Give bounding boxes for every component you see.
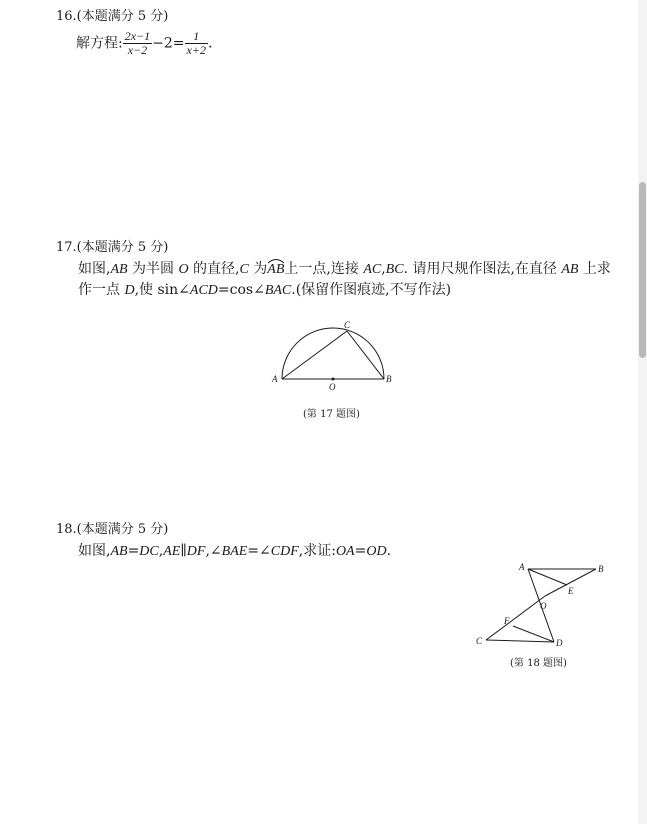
q17-figure (262, 318, 402, 394)
t: CDF (270, 544, 299, 559)
t: DF (186, 544, 206, 559)
arc-mark-icon (267, 258, 285, 264)
t: BAC (264, 283, 292, 298)
q16-frac1-denominator: x−2 (127, 43, 148, 57)
t: D (124, 283, 135, 298)
q16-equation (76, 30, 212, 57)
t: 上一点,连接 (284, 261, 364, 277)
t: OA (335, 544, 355, 559)
t: C (239, 262, 249, 277)
t: = (354, 543, 367, 559)
t: AB (561, 262, 579, 277)
q16-middle: −2= (152, 35, 185, 52)
t: AC (363, 262, 382, 277)
t: 如图, (78, 543, 111, 559)
center-dot (332, 378, 335, 381)
q17-header: 17.(本题满分 5 分) (56, 240, 169, 255)
segment-cd (486, 640, 554, 642)
t: AB (110, 262, 128, 277)
q18-header: 18.(本题满分 5 分) (56, 522, 169, 537)
scrollbar-thumb[interactable] (639, 182, 646, 358)
label-b: B (386, 374, 392, 384)
vertical-scrollbar[interactable] (638, 0, 647, 824)
semicircle-arc (282, 328, 384, 379)
label-f: F (504, 616, 510, 626)
t: ACD (189, 283, 218, 298)
q18-line-1 (78, 540, 391, 560)
t: BC (385, 262, 404, 277)
q17-line-1 (78, 258, 611, 278)
t: 为 (248, 261, 268, 277)
label-o: O (540, 601, 547, 611)
segment-ae (528, 569, 567, 585)
q16-frac2-numerator: 1 (185, 30, 208, 44)
t: DC (139, 544, 159, 559)
label-d: D (556, 638, 563, 648)
t: .(保留作图痕迹,不写作法) (291, 282, 452, 298)
label-o: O (329, 382, 336, 392)
q17-line-2 (78, 279, 451, 299)
q16-header: 16.(本题满分 5 分) (56, 9, 169, 24)
t: 作一点 (78, 282, 125, 298)
segment-fd (513, 626, 554, 642)
t: 上求 (578, 261, 611, 277)
q17-caption: (第 17 题图) (303, 409, 360, 420)
q18-caption: (第 18 题图) (510, 658, 567, 669)
t: BAE (221, 544, 248, 559)
t: =cos∠ (217, 282, 265, 298)
t: ∥ (180, 543, 187, 559)
label-a: A (519, 562, 525, 572)
t: . (386, 543, 392, 559)
t: 为半圆 (127, 261, 179, 277)
t: , (381, 261, 386, 277)
q18-figure (470, 556, 610, 656)
t: AB (110, 544, 128, 559)
segment-oc (486, 596, 545, 640)
label-b: B (598, 564, 604, 574)
label-c: C (344, 320, 351, 330)
q16-fraction-1 (123, 30, 152, 57)
t: 如图, (78, 261, 111, 277)
q16-prompt: 解方程: (76, 35, 123, 52)
t: ,∠ (205, 543, 222, 559)
t: OD (366, 544, 387, 559)
q16-frac2-denominator: x+2 (186, 43, 206, 57)
label-a: A (272, 374, 278, 384)
q17-arc-ab (267, 262, 284, 278)
q16-end: . (207, 35, 213, 52)
segment-ac (282, 331, 347, 379)
t: = (127, 543, 140, 559)
t: AE (163, 544, 181, 559)
t: , (158, 543, 164, 559)
q16-frac1-numerator: 2x−1 (124, 29, 151, 43)
t: 的直径, (188, 261, 240, 277)
t: =∠ (247, 543, 271, 559)
t: ,求证: (298, 543, 336, 559)
t: ,使 sin∠ (134, 282, 190, 298)
t: . 请用尺规作图法,在直径 (403, 261, 562, 277)
label-c: C (476, 636, 483, 646)
q16-fraction-2 (185, 30, 208, 57)
t: O (178, 262, 189, 277)
t: AB (267, 262, 285, 277)
label-e: E (568, 586, 574, 596)
